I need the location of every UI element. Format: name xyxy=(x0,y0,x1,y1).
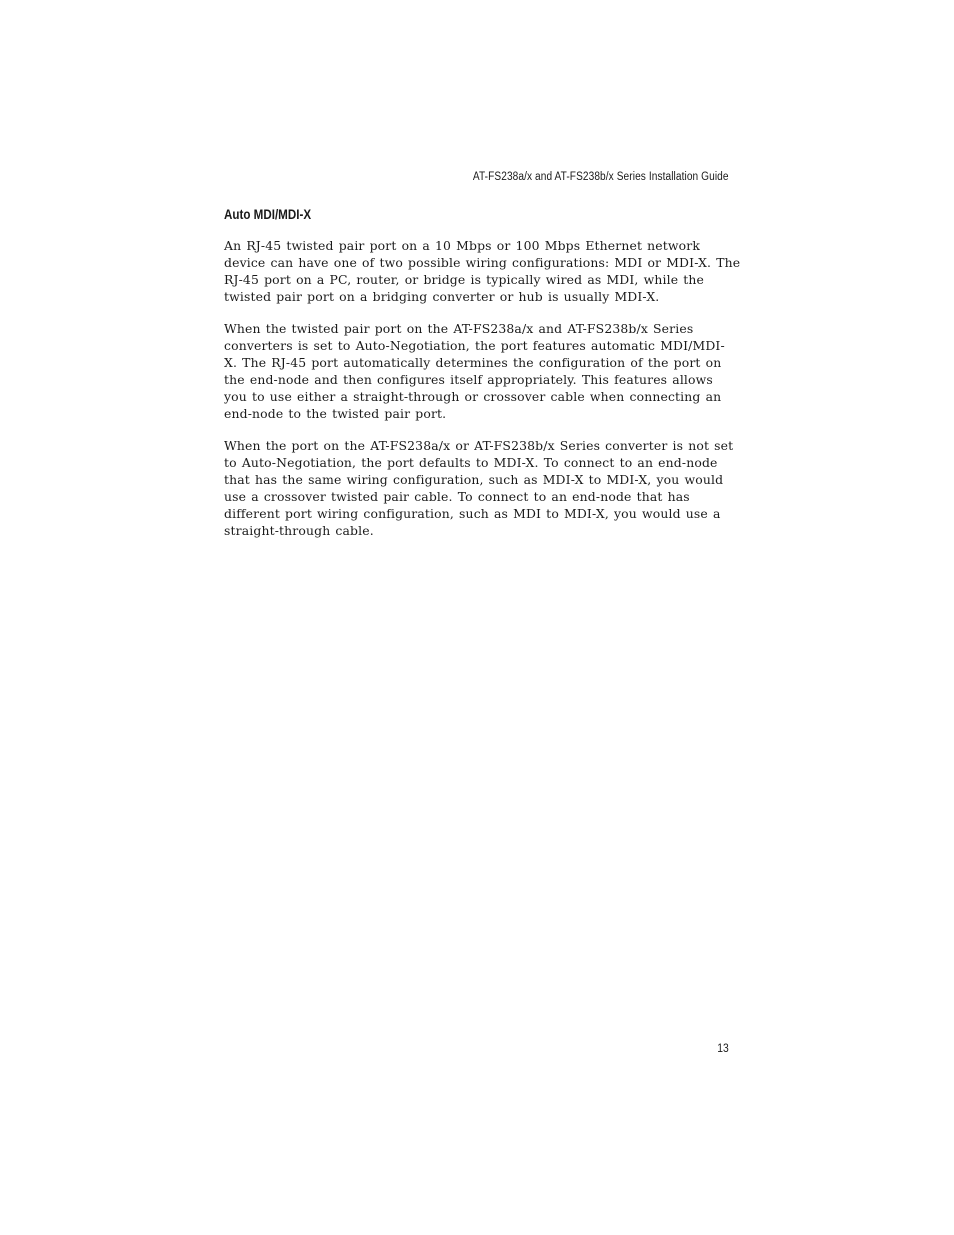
running-header: AT-FS238a/x and AT-FS238b/x Series Installation Guide xyxy=(473,171,729,183)
text-line: use a crossover twisted pair cable. To connect to an end-node that has xyxy=(224,489,690,504)
text-line: converters is set to Auto-Negotiation, the port features automatic MDI/MDI- xyxy=(224,338,725,353)
text-line: When the port on the AT-FS238a/x or AT-FS238b/x Series converter is not set xyxy=(224,438,734,453)
paragraph-rj45-wiring xyxy=(224,237,741,305)
text-line: different port wiring configuration, such as MDI to MDI-X, you would use a xyxy=(224,506,721,521)
text-line: the end-node and then configures itself appropriately. This features allows xyxy=(224,372,713,387)
paragraph-auto-negotiation xyxy=(224,320,734,422)
section-heading: Auto MDI/MDI-X xyxy=(224,207,312,222)
text-line: device can have one of two possible wiring configurations: MDI or MDI-X. The xyxy=(224,255,741,270)
text-line: An RJ-45 twisted pair port on a 10 Mbps or 100 Mbps Ethernet network xyxy=(224,238,701,253)
paragraph-mdi-x-default xyxy=(224,437,734,539)
text-line: straight-through cable. xyxy=(224,523,374,538)
body-text xyxy=(224,237,741,554)
text-line: end-node to the twisted pair port. xyxy=(224,406,447,421)
text-line: you to use either a straight-through or crossover cable when connecting an xyxy=(224,389,722,404)
text-line: that has the same wiring configuration, such as MDI-X to MDI-X, you would xyxy=(224,472,724,487)
text-line: X. The RJ-45 port automatically determines the configuration of the port on xyxy=(224,355,722,370)
page-number: 13 xyxy=(717,1043,729,1055)
text-line: RJ-45 port on a PC, router, or bridge is typically wired as MDI, while the xyxy=(224,272,705,287)
text-line: to Auto-Negotiation, the port defaults to MDI-X. To connect to an end-node xyxy=(224,455,718,470)
text-line: When the twisted pair port on the AT-FS238a/x and AT-FS238b/x Series xyxy=(224,321,694,336)
text-line: twisted pair port on a bridging converter or hub is usually MDI-X. xyxy=(224,289,660,304)
